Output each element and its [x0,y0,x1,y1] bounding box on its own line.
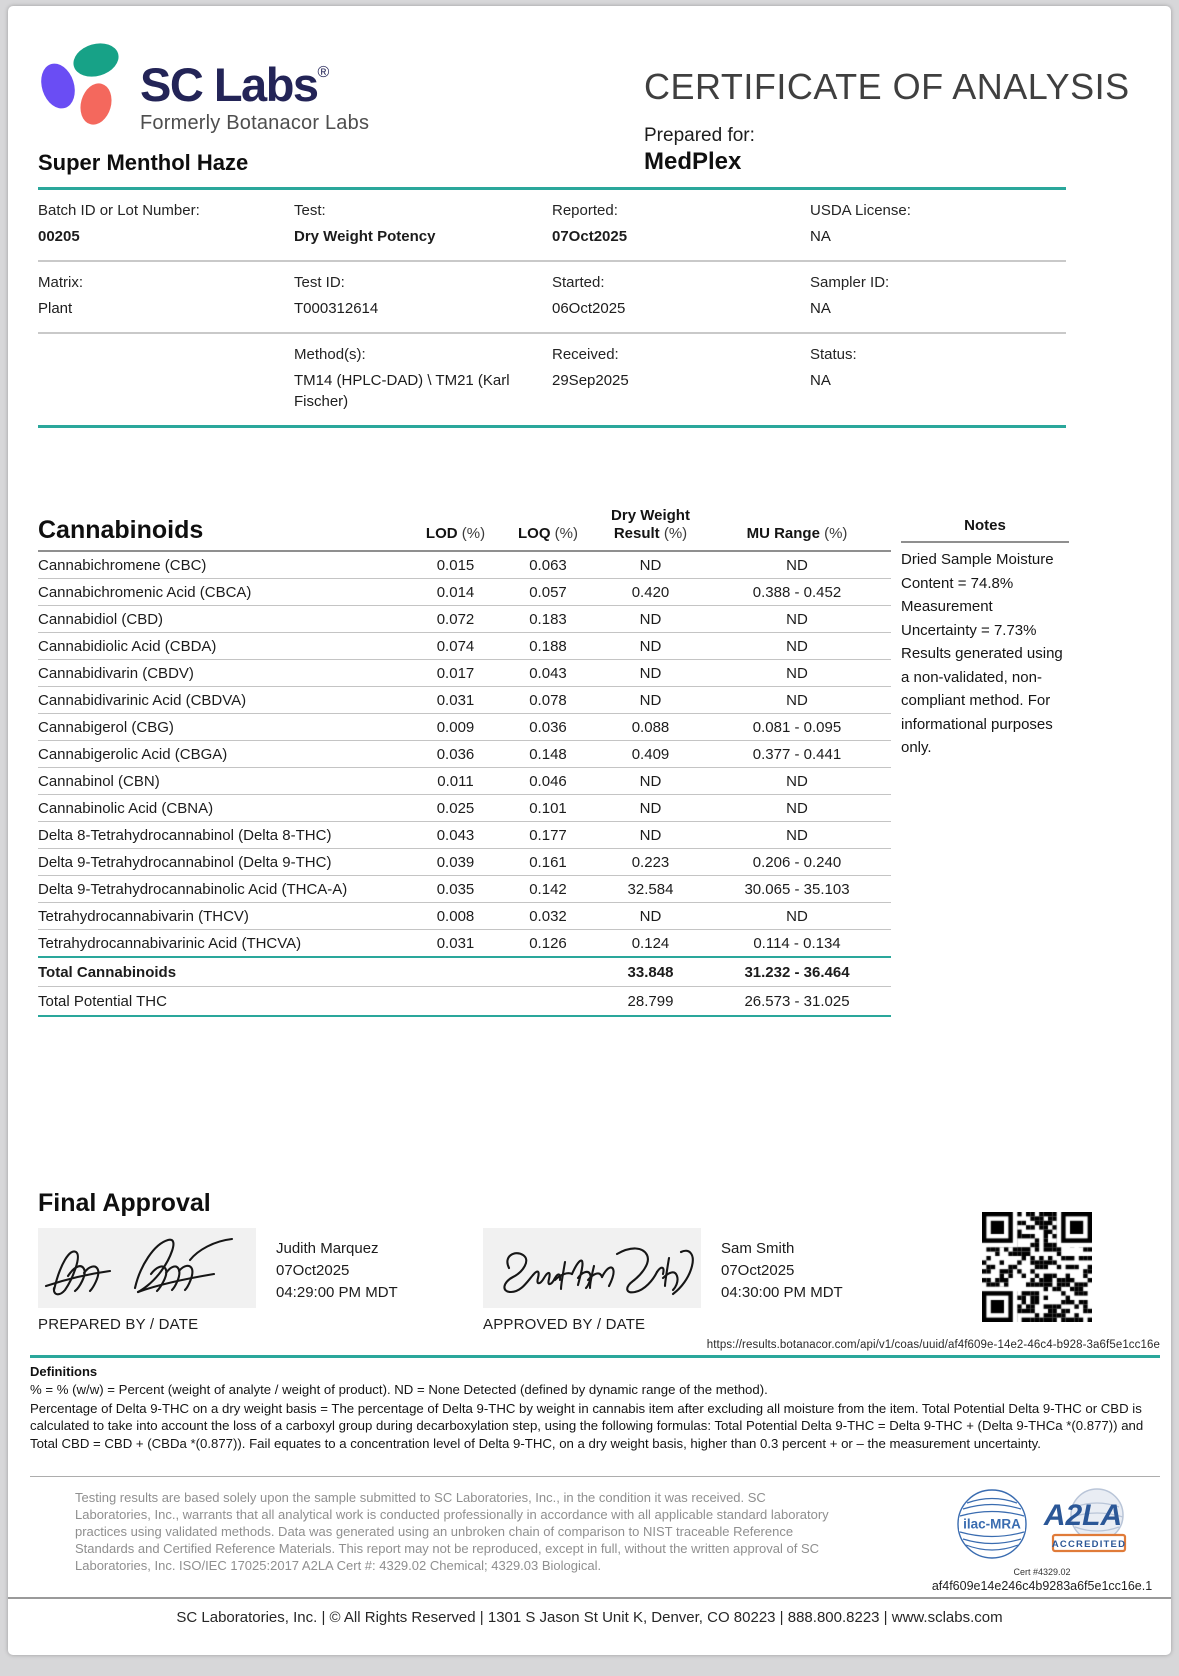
approved-by-date: 07Oct2025 [721,1262,795,1279]
info-label: Sampler ID: [810,274,890,291]
gray-divider [30,1476,1160,1477]
info-cell [294,201,552,247]
table-row [38,579,891,606]
analyte-value: 0.409 [631,745,670,763]
table-row [38,606,891,633]
table-row [38,849,891,876]
analyte-value: 0.148 [529,745,567,763]
analyte-value: 0.101 [529,799,567,817]
table-total-row [38,987,891,1017]
info-label: Matrix: [38,274,83,291]
info-cell [38,273,294,319]
a2la-accredited-logo [1039,1485,1131,1563]
approved-by-label: APPROVED BY / DATE [483,1316,646,1333]
info-row [38,334,1066,425]
teal-divider-bottom [30,1355,1160,1358]
approved-by-signature [483,1228,701,1308]
analyte-value: 0.039 [436,853,475,871]
info-value: T000312614 [294,300,379,317]
analyte-value: 0.057 [529,583,567,601]
analyte-value: ND [639,907,662,925]
analyte-value: ND [639,637,662,655]
table-row [38,822,891,849]
analyte-value: ND [786,637,808,655]
qr-code [982,1212,1092,1322]
definitions-line-1: % = % (w/w) = Percent (weight of analyte / weight of product). ND = None Detected (defined by dynamic range of the method). [30,1382,768,1397]
analyte-value: 0.046 [529,772,567,790]
sample-name: Super Menthol Haze [38,150,249,175]
table-row [38,795,891,822]
analyte-value: 0.188 [529,637,567,655]
column-header-result: Dry Weight Result (%) [611,507,690,542]
analyte-value: 0.124 [631,934,670,952]
prepared-by-label: PREPARED BY / DATE [38,1316,199,1333]
analyte-value: 0.206 - 0.240 [752,853,842,871]
analyte-value: 0.078 [529,691,567,709]
info-label: USDA License: [810,202,911,219]
total-mu-range: 26.573 - 31.025 [744,992,850,1010]
client-name: MedPlex [644,148,742,175]
analyte-value: 0.183 [529,610,567,628]
info-cell [810,201,1066,247]
empty-cell [498,964,598,981]
info-label: Received: [552,346,619,363]
analyte-value: 0.011 [437,772,474,790]
info-cell [810,345,1066,412]
analyte-value: ND [786,772,808,790]
info-row [38,262,1066,334]
analyte-value: ND [786,556,808,574]
info-cell [810,273,1066,319]
signature-judith-marquez [38,1228,256,1308]
table-row [38,930,891,958]
info-cell [552,345,810,412]
prepared-by-signature [38,1228,256,1308]
analyte-value: 0.177 [529,826,567,844]
certificate-page [8,6,1171,1655]
analyte-value: ND [786,664,808,682]
info-cell [294,273,552,319]
info-cell [552,273,810,319]
analyte-value: 0.017 [436,664,475,682]
info-value: 06Oct2025 [552,300,626,317]
prepared-by-name: Judith Marquez [276,1240,379,1257]
info-cell [38,201,294,247]
cannabinoids-table [38,500,891,1017]
analyte-value: 0.014 [436,583,475,601]
analyte-value: 0.074 [436,637,475,655]
info-cell [294,345,552,412]
info-label: Status: [810,346,857,363]
analyte-value: 0.161 [529,853,567,871]
analyte-value: 0.031 [436,691,475,709]
analyte-value: 0.036 [529,718,567,736]
analyte-name: Tetrahydrocannabivarinic Acid (THCVA) [38,934,302,952]
analyte-value: 0.088 [631,718,670,736]
analyte-value: 0.388 - 0.452 [752,583,842,601]
info-value: NA [810,228,831,245]
table-body [38,552,891,1017]
total-label: Total Potential THC [38,992,167,1010]
info-value: NA [810,372,831,389]
approved-by-time: 04:30:00 PM MDT [721,1284,843,1301]
analyte-value: ND [639,826,662,844]
info-value: 29Sep2025 [552,372,629,389]
analyte-value: 0.043 [529,664,567,682]
analyte-name: Cannabidivarinic Acid (CBDVA) [38,691,247,709]
info-label: Test ID: [294,274,345,291]
disclaimer-text: Testing results are based solely upon the sample submitted to SC Laboratories, Inc., in the condition it was received. SC Laboratories, Inc., warrants that all analytical work is conducted professionally in accordance with all applicable standard laboratory practices using validated methods. Data was generated using an unbroken chain of comparison to NIST traceable Reference Standards and Certified Reference Materials. This report may not be reproduced, except in full, without the written approval of SC Laboratories, Inc. ISO/IEC 17025:2017 A2LA Cert #: 4329.02 Chemical; 4329.03 Biological. [75,1490,829,1573]
analyte-value: 0.043 [436,826,475,844]
analyte-value: ND [786,610,808,628]
table-row [38,768,891,795]
info-label: Started: [552,274,605,291]
empty-cell [498,993,598,1010]
sample-info-grid [38,190,1066,428]
signature-samantha-smith [483,1228,701,1308]
column-header-notes: Notes [901,500,1069,543]
analyte-name: Delta 9-Tetrahydrocannabinolic Acid (THCA-A) [38,880,348,898]
info-value: Dry Weight Potency [294,228,436,245]
analyte-name: Cannabichromenic Acid (CBCA) [38,583,252,601]
info-label: Reported: [552,202,618,219]
footer-contact-line: SC Laboratories, Inc. | © All Rights Reserved | 1301 S Jason St Unit K, Denver, CO 80223 | 888.800.8223 | www.sclabs.com [176,1609,1003,1626]
definitions-heading: Definitions [30,1364,98,1379]
table-row [38,741,891,768]
analyte-value: 0.015 [436,556,475,574]
analyte-name: Cannabidivarin (CBDV) [38,664,194,682]
analyte-value: 0.114 - 0.134 [753,934,841,952]
svg-text:ACCREDITED: ACCREDITED [1051,1539,1127,1550]
info-label: Method(s): [294,346,366,363]
analyte-value: ND [786,691,808,709]
notes-column [901,500,1069,760]
svg-text:A2LA: A2LA [1043,1499,1123,1532]
table-header-row [38,500,891,552]
table-row [38,552,891,579]
analyte-value: 0.008 [436,907,475,925]
brand-tagline: Formerly Botanacor Labs [140,112,370,134]
analyte-value: 0.032 [529,907,567,925]
sc-labs-logo [40,40,369,135]
analyte-name: Delta 9-Tetrahydrocannabinol (Delta 9-THC) [38,853,332,871]
column-header-mu-range: MU Range (%) [746,525,848,542]
analyte-value: 0.377 - 0.441 [752,745,842,763]
analyte-value: ND [639,664,662,682]
report-hash: af4f609e14e246c4b9283a6f5e1cc16e.1 [931,1579,1153,1593]
analyte-name: Cannabigerol (CBG) [38,718,174,736]
table-row [38,714,891,741]
analyte-value: ND [639,799,662,817]
prepared-by-time: 04:29:00 PM MDT [276,1284,398,1301]
analyte-value: ND [639,610,662,628]
coa-url-link[interactable]: https://results.botanacor.com/api/v1/coas/uuid/af4f609e-14e2-46c4-b928-3a6f5e1cc16e [706,1339,1160,1351]
registered-mark: ® [317,64,330,81]
analyte-name: Cannabichromene (CBC) [38,556,207,574]
analyte-name: Cannabinolic Acid (CBNA) [38,799,214,817]
empty-cell [413,964,498,981]
cannabinoids-section [38,500,1069,1017]
analyte-value: 0.031 [436,934,475,952]
sc-labs-logo-icon [40,40,132,126]
analyte-value: 32.584 [627,880,674,898]
analyte-value: 30.065 - 35.103 [744,880,850,898]
analyte-value: 0.035 [436,880,475,898]
info-row [38,190,1066,262]
prepared-by-date: 07Oct2025 [276,1262,350,1279]
svg-text:ilac-MRA: ilac-MRA [963,1516,1021,1532]
info-label: Test: [294,202,326,219]
approved-by-name: Sam Smith [721,1240,795,1257]
column-header-lod: LOD (%) [425,525,486,542]
analyte-value: ND [639,691,662,709]
definitions-line-2: Percentage of Delta 9-THC on a dry weight basis = The percentage of Delta 9-THC by weight in cannabis item after excluding all moisture from the item. Total Potential Delta 9-THC or CBD is calculated to take into account the loss of a carboxyl group during decarboxylation step, using the following formulas: Total Potential Delta 9-THC = Delta 9-THC + (Delta 9-THCa *(0.877)) and Total CBD = CBD + (CBDa *(0.877)). Fail equates to a concentration level of Delta 9-THC, on a dry weight basis, higher than 0.3 percent + or – the measurement uncertainty. [30,1400,1144,1451]
notes-text: Dried Sample Moisture Content = 74.8% Measurement Uncertainty = 7.73% Results generated using a non-validated, non-compliant method. For informational purposes only. [901,551,1063,756]
analyte-value: ND [786,799,808,817]
analyte-value: 0.009 [436,718,475,736]
brand-name: SC Labs® [140,58,330,111]
analyte-value: 0.420 [631,583,670,601]
analyte-name: Cannabidiol (CBD) [38,610,164,628]
table-row [38,633,891,660]
table-row [38,660,891,687]
ilac-mra-logo [953,1485,1031,1563]
empty-cell [413,993,498,1010]
info-value: 00205 [38,228,80,245]
prepared-for-label: Prepared for: [644,125,755,146]
document-title: CERTIFICATE OF ANALYSIS [644,66,1130,107]
total-result: 33.848 [627,963,674,981]
analyte-value: 0.081 - 0.095 [752,718,842,736]
info-value: Plant [38,300,73,317]
table-title: Cannabinoids [38,516,204,544]
table-row [38,903,891,930]
analyte-name: Cannabinol (CBN) [38,772,160,790]
analyte-value: 0.025 [436,799,475,817]
footer-divider [8,1597,1171,1599]
info-cell [38,345,294,412]
column-header-loq: LOQ (%) [518,525,578,542]
info-label: Batch ID or Lot Number: [38,202,200,219]
analyte-value: ND [639,556,662,574]
total-result: 28.799 [627,992,674,1010]
cert-number: Cert #4329.02 [1013,1567,1071,1577]
table-total-row [38,958,891,987]
table-row [38,876,891,903]
total-mu-range: 31.232 - 36.464 [744,963,850,981]
analyte-name: Cannabidiolic Acid (CBDA) [38,637,217,655]
final-approval-heading: Final Approval [38,1189,211,1217]
analyte-value: ND [786,907,808,925]
analyte-value: 0.072 [436,610,475,628]
table-row [38,687,891,714]
info-value: TM14 (HPLC-DAD) \ TM21 (Karl Fischer) [294,372,510,410]
info-cell [552,201,810,247]
analyte-value: 0.036 [436,745,475,763]
analyte-value: 0.126 [529,934,567,952]
total-label: Total Cannabinoids [38,963,177,981]
analyte-value: ND [786,826,808,844]
info-value: 07Oct2025 [552,228,628,245]
analyte-name: Tetrahydrocannabivarin (THCV) [38,907,249,925]
info-value: NA [810,300,831,317]
analyte-value: 0.223 [631,853,670,871]
analyte-value: 0.142 [529,880,567,898]
analyte-name: Cannabigerolic Acid (CBGA) [38,745,228,763]
final-approval-section [38,1189,1069,1353]
analyte-value: ND [639,772,662,790]
analyte-name: Delta 8-Tetrahydrocannabinol (Delta 8-THC) [38,826,332,844]
analyte-value: 0.063 [529,556,567,574]
